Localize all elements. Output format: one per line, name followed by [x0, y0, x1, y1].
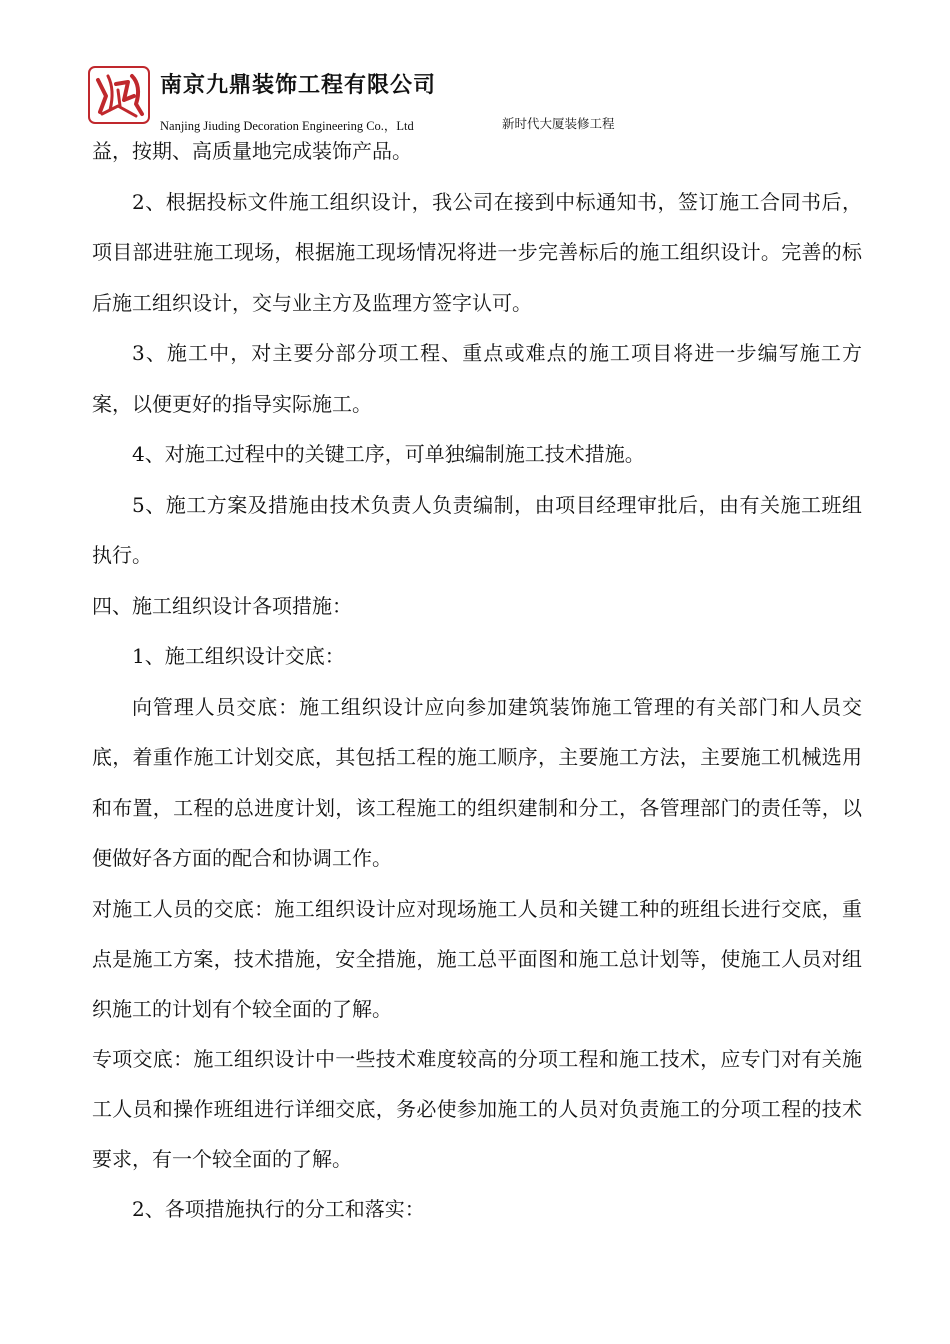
paragraph: 对施工人员的交底：施工组织设计应对现场施工人员和关键工种的班组长进行交底，重点是施工方案，技术措施，安全措施，施工总平面图和施工总计划等，使施工人员对组织施工的计划有个较全面的了解。 — [92, 896, 862, 1021]
section-heading: 四、施工组织设计各项措施： — [92, 593, 352, 618]
paragraph: 4、对施工过程中的关键工序，可单独编制施工技术措施。 — [132, 442, 645, 466]
paragraph: 2、根据投标文件施工组织设计，我公司在接到中标通知书，签订施工合同书后，项目部进驻施工现场，根据施工现场情况将进一步完善标后的施工组织设计。完善的标后施工组织设计，交与业主方及监理方签字认可。 — [92, 189, 862, 315]
project-name: 新时代大厦装修工程 — [502, 116, 615, 131]
paragraph: 专项交底：施工组织设计中一些技术难度较高的分项工程和施工技术，应专门对有关施工人员和操作班组进行详细交底，务必使参加施工的人员对负责施工的分项工程的技术要求，有一个较全面的了解。 — [92, 1046, 862, 1171]
jiuding-seal-logo-icon — [88, 66, 150, 124]
paragraph: 益，按期、高质量地完成装饰产品。 — [92, 139, 412, 163]
company-name-cn: 南京九鼎装饰工程有限公司 — [160, 73, 437, 98]
company-name-en: Nanjing Jiuding Decoration Engineering Co.，Ltd — [160, 119, 414, 133]
paragraph: 向管理人员交底：施工组织设计应向参加建筑装饰施工管理的有关部门和人员交底，着重作施工计划交底，其包括工程的施工顺序，主要施工方法，主要施工机械选用和布置，工程的总进度计划，该工程施工的组织建制和分工，各管理部门的责任等，以便做好各方面的配合和协调工作。 — [92, 694, 862, 870]
subsection-heading: 2、各项措施执行的分工和落实： — [132, 1196, 425, 1221]
paragraph: 5、施工方案及措施由技术负责人负责编制，由项目经理审批后，由有关施工班组执行。 — [92, 492, 862, 567]
subsection-heading: 1、施工组织设计交底： — [132, 644, 345, 668]
document-body — [92, 126, 862, 1234]
paragraph: 3、施工中，对主要分部分项工程、重点或难点的施工项目将进一步编写施工方案，以便更好的指导实际施工。 — [92, 341, 862, 416]
